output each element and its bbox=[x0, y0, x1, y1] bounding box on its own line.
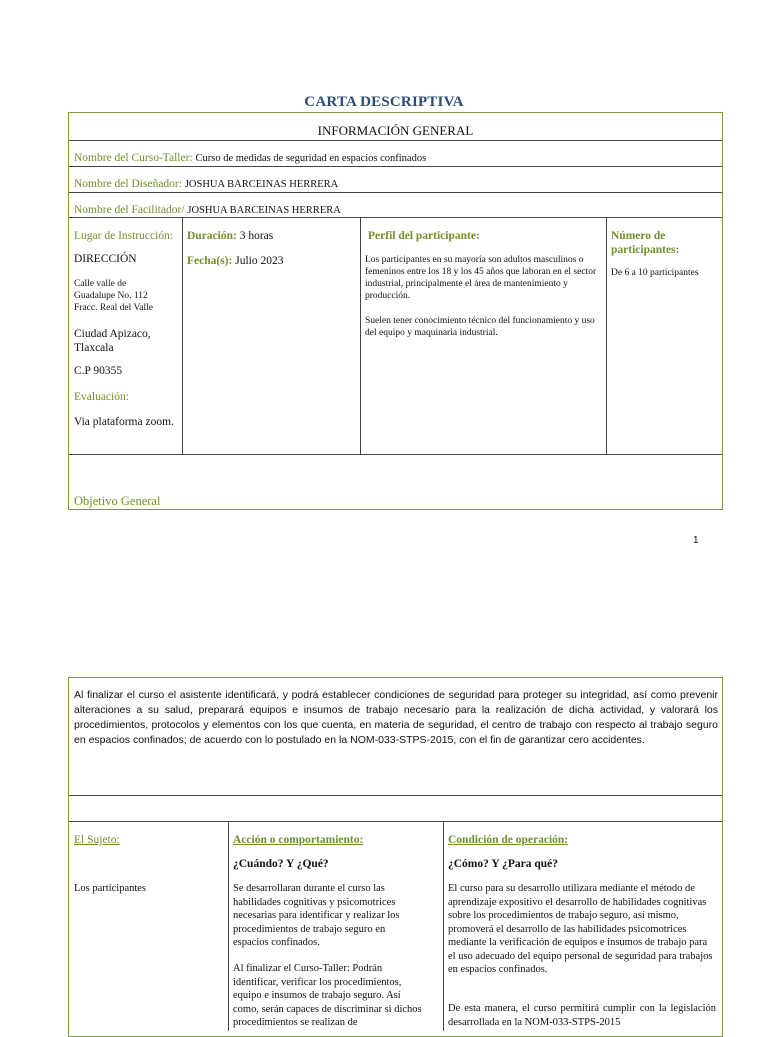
divider bbox=[606, 217, 607, 454]
course-row bbox=[74, 151, 714, 166]
action-label: Acción o comportamiento: bbox=[233, 834, 364, 846]
course-value: Curso de medidas de seguridad en espacios confinados bbox=[195, 153, 427, 164]
course-label: Nombre del Curso-Taller: bbox=[74, 152, 193, 164]
address-line-3: Fracc. Real del Valle bbox=[74, 303, 153, 313]
divider bbox=[182, 217, 183, 454]
condition-paragraph-2: De esta manera, el curso permitirá cumplir con la legislación desarrollada en la NOM-033-STPS-2015 bbox=[448, 1003, 716, 1028]
action-question: ¿Cuándo? Y ¿Qué? bbox=[233, 858, 329, 870]
date-label: Fecha(s): bbox=[187, 255, 233, 267]
divider bbox=[69, 140, 722, 141]
document-title: CARTA DESCRIPTIVA bbox=[304, 94, 464, 110]
profile-paragraph-1: Los participantes en su mayoría son adultos masculinos o femeninos entre los 18 y los 45 años que laboran en el sector industrial, principalmente el área de mantenimiento y producción. bbox=[365, 255, 597, 301]
section-heading: INFORMACIÓN GENERAL bbox=[317, 123, 474, 138]
divider bbox=[69, 454, 722, 455]
duration-label: Duración: bbox=[187, 230, 237, 242]
subject-label: El Sujeto: bbox=[74, 834, 120, 846]
evaluation-value: Via plataforma zoom. bbox=[74, 416, 174, 428]
profile-label: Perfil del participante: bbox=[368, 230, 480, 242]
participant-count-value: De 6 a 10 participantes bbox=[611, 268, 699, 278]
city-line-1: Ciudad Apizaco, bbox=[74, 328, 151, 340]
profile-paragraph-2: Suelen tener conocimiento técnico del funcionamiento y uso del equipo y maquinaria industrial. bbox=[365, 316, 595, 338]
subject-value: Los participantes bbox=[74, 883, 147, 894]
designer-row bbox=[74, 177, 714, 192]
facilitator-label: Nombre del Facilitador/ bbox=[74, 204, 185, 216]
action-paragraph-2: Al finalizar el Curso-Taller: Podrán identificar, verificar los procedimientos, equipo e insumos de trabajo seguro. Así como, serán capaces de discriminar si dichos procedimientos se realizan de bbox=[233, 963, 422, 1028]
divider bbox=[360, 217, 361, 454]
condition-paragraph-1: El curso para su desarrollo utilizara mediante el método de aprendizaje expositivo el desarrollo de habilidades cognitivas sobre los procedimientos de trabajo seguro, así mismo, promoverá el desarrollo de las habilidades psicomotrices mediante la verificación de equipos e insumos de trabajo para el uso adecuado del equipo personal de seguridad para trabajos en espacios confinados. bbox=[448, 883, 713, 975]
address-line-2: Guadalupe No. 112 bbox=[74, 291, 148, 301]
divider bbox=[69, 821, 722, 822]
postal-code: C.P 90355 bbox=[74, 365, 123, 377]
duration-row bbox=[187, 229, 273, 243]
facilitator-row bbox=[74, 203, 714, 218]
date-value: Julio 2023 bbox=[235, 255, 284, 267]
divider bbox=[228, 821, 229, 1031]
divider bbox=[69, 795, 722, 796]
address-line-1: Calle valle de bbox=[74, 279, 127, 289]
divider bbox=[69, 192, 722, 193]
facilitator-value: JOSHUA BARCEINAS HERRERA bbox=[187, 205, 341, 216]
date-row bbox=[187, 254, 283, 268]
page-number: 1 bbox=[693, 535, 699, 546]
divider bbox=[69, 166, 722, 167]
objective-text: Al finalizar el curso el asistente identificará, y podrá establecer condiciones de seguridad para proteger su integridad, así como prevenir alteraciones a su salud, preparará equipos e insumos de trabajo necesario para la realización de dicha actividad, y valorará los procedimientos, protocolos y elementos con los que cuenta, en materia de seguridad, el centro de trabajo con respecto al trabajo seguro en espacios confinados; de acuerdo con lo postulado en la NOM-033-STPS-2015, con el fin de garantizar cero accidentes. bbox=[74, 689, 718, 746]
duration-value: 3 horas bbox=[239, 230, 274, 242]
designer-label: Nombre del Diseñador: bbox=[74, 178, 182, 190]
location-label: Lugar de Instrucción: bbox=[74, 230, 173, 242]
evaluation-label: Evaluación: bbox=[74, 391, 129, 403]
condition-question: ¿Cómo? Y ¿Para qué? bbox=[448, 858, 558, 870]
address-heading: DIRECCIÓN bbox=[74, 253, 137, 265]
condition-label: Condición de operación: bbox=[448, 834, 569, 846]
objective-label: Objetivo General bbox=[74, 494, 161, 508]
designer-value: JOSHUA BARCEINAS HERRERA bbox=[184, 179, 339, 190]
city-line-2: Tlaxcala bbox=[74, 342, 114, 354]
general-info-table bbox=[68, 112, 723, 510]
divider bbox=[443, 821, 444, 1031]
action-paragraph-1: Se desarrollaran durante el curso las habilidades cognitivas y psicomotrices necesarias para identificar y realizar los procedimientos de trabajo seguro en espacios confinados. bbox=[233, 883, 400, 948]
participant-count-label: Número de participantes: bbox=[611, 230, 680, 256]
